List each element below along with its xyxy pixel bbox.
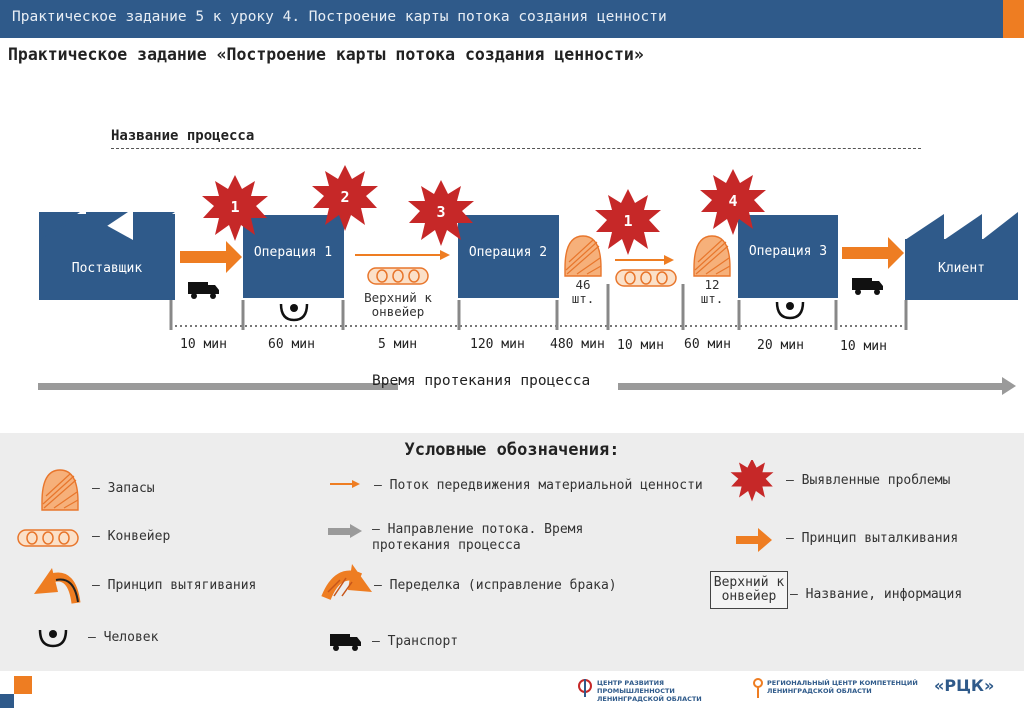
header-title: Практическое задание 5 к уроку 4. Построение карты потока создания ценности <box>12 9 667 25</box>
legend-name-info: – Название, информация <box>790 587 963 602</box>
conveyor-icon <box>368 268 428 284</box>
material-flow-arrow <box>615 255 674 265</box>
material-flow-arrow <box>355 250 450 260</box>
logo-rck: «РЦК» <box>934 676 995 695</box>
legend-info-box: Верхний конвейер <box>710 571 788 609</box>
footer-accent <box>14 676 32 694</box>
problem-number: 2 <box>340 188 350 206</box>
time-label: 10 мин <box>617 338 664 353</box>
logo-rck-text: РЦК <box>944 676 984 695</box>
problem-number: 4 <box>728 192 738 210</box>
operation-2-label: Операция 2 <box>468 245 548 260</box>
problem-number: 3 <box>436 203 446 221</box>
truck-icon <box>852 278 883 295</box>
legend-conveyor: – Конвейер <box>92 529 171 544</box>
time-label: 60 мин <box>268 337 315 352</box>
process-name: Название процесса <box>111 128 255 144</box>
legend-push: – Принцип выталкивания <box>786 531 959 546</box>
conveyor-icon <box>616 270 676 286</box>
supplier-label: Поставщик <box>71 261 143 276</box>
logo-competence: РЕГИОНАЛЬНЫЙ ЦЕНТР КОМПЕТЕНЦИЙ ЛЕНИНГРАДСКОЙ ОБЛАСТИ <box>767 679 918 695</box>
client-factory <box>905 212 1018 300</box>
legend-title: Условные обозначения: <box>404 440 620 460</box>
push-arrow-supplier <box>180 241 242 273</box>
inventory-icon <box>694 236 730 276</box>
truck-icon <box>330 634 361 651</box>
truck-icon <box>188 282 219 299</box>
pull-icon <box>34 568 78 603</box>
push-icon <box>736 528 772 552</box>
conveyor-label: Верхний конвейер <box>364 290 432 319</box>
time-label: 120 мин <box>470 337 525 352</box>
inventory-count: 12 шт. <box>700 277 724 306</box>
timeline-label: Время протекания процесса <box>372 373 591 389</box>
inventory-icon <box>565 236 601 276</box>
time-label: 5 мин <box>378 337 418 352</box>
inventory-count: 46 шт. <box>571 277 595 306</box>
client-label: Клиент <box>938 261 985 276</box>
legend-inventory: – Запасы <box>92 481 155 496</box>
time-label: 480 мин <box>550 337 605 352</box>
push-arrow-client <box>842 237 904 269</box>
operation-1-label: Операция 1 <box>253 245 333 260</box>
time-label: 60 мин <box>684 337 731 352</box>
time-label: 10 мин <box>840 339 887 354</box>
rework-icon <box>326 564 372 598</box>
person-icon <box>40 630 66 646</box>
conveyor-icon <box>18 530 78 546</box>
legend-material-flow: – Поток передвижения материальной ценности <box>374 478 703 493</box>
legend-direction: – Направление потока. Время протекания процесса <box>372 522 584 553</box>
legend-person: – Человек <box>88 630 159 645</box>
competence-logo-icon <box>752 677 764 699</box>
problem-star-icon <box>731 460 774 501</box>
supplier-factory <box>39 212 175 300</box>
time-label: 20 мин <box>757 338 804 353</box>
page-title: Практическое задание «Построение карты потока создания ценности» <box>8 45 644 64</box>
header-accent <box>1003 0 1024 38</box>
legend-transport: – Транспорт <box>372 634 459 649</box>
legend-pull: – Принцип вытягивания <box>92 578 257 593</box>
material-flow-arrow <box>330 480 360 488</box>
direction-arrow <box>328 524 362 538</box>
process-name-underline <box>111 148 921 149</box>
footer-accent-blue <box>0 694 14 708</box>
legend-problems: – Выявленные проблемы <box>786 473 951 488</box>
problem-number: 1 <box>230 198 240 216</box>
legend-rework: – Переделка (исправление брака) <box>374 578 617 593</box>
operation-3-label: Операция 3 <box>748 244 828 259</box>
problem-number: 1 <box>623 212 633 230</box>
industry-logo-icon <box>578 677 592 699</box>
inventory-icon <box>42 470 78 510</box>
time-label: 10 мин <box>180 337 227 352</box>
logo-industry: ЦЕНТР РАЗВИТИЯ ПРОМЫШЛЕННОСТИ ЛЕНИНГРАДСКОЙ ОБЛАСТИ <box>597 679 702 703</box>
